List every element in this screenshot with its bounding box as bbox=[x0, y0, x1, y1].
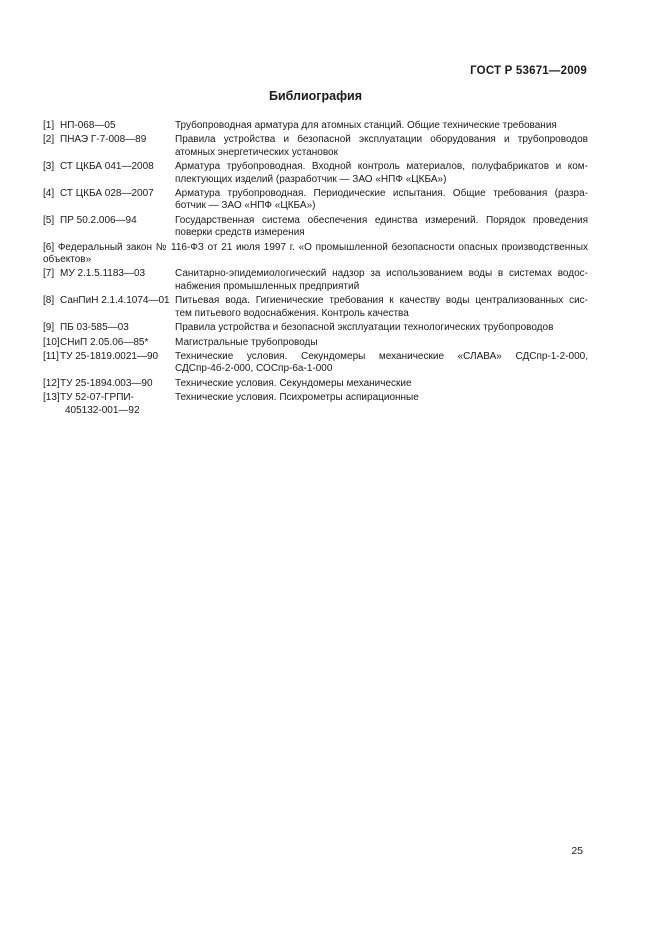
entry-number: [9] bbox=[43, 322, 55, 334]
entry-code bbox=[60, 392, 175, 417]
entry-line: Технические условия. Секундомеры механические bbox=[175, 377, 412, 389]
entry-description bbox=[175, 120, 588, 132]
entry-line: Правила устройства и безопасной эксплуатации оборудования и трубопроводов bbox=[175, 134, 588, 146]
entry-line: плектующих изделий (разработчик — ЗАО «НПФ «ЦКБА») bbox=[175, 173, 447, 185]
entry-code: ТУ 25-1819.0021—90 bbox=[60, 350, 159, 362]
entry-line: тем питьевого водоснабжения. Контроль качества bbox=[175, 307, 409, 319]
entry-description bbox=[175, 268, 588, 293]
biblio-entry-10 bbox=[43, 337, 588, 349]
entry-line: атомных энергетических установок bbox=[175, 146, 338, 158]
entry-code: СНиП 2.05.06—85* bbox=[60, 336, 149, 348]
entry-description bbox=[175, 392, 588, 417]
biblio-entry-2 bbox=[43, 134, 588, 159]
entry-code-line: ТУ 52-07-ГРПИ- bbox=[60, 392, 134, 404]
entry-number: [5] bbox=[43, 214, 55, 226]
entry-line: Питьевая вода. Гигиенические требования к качеству воды централизованных сис- bbox=[175, 295, 588, 307]
biblio-entry-1 bbox=[43, 120, 588, 132]
entry-line: Государственная система обеспечения единства измерений. Порядок проведения bbox=[175, 214, 588, 226]
entry-number: [1] bbox=[43, 120, 55, 131]
entry-line: Технические условия. Психрометры аспирационные bbox=[175, 392, 419, 404]
biblio-entry-9 bbox=[43, 322, 588, 334]
entry-line: Арматура трубопроводная. Входной контроль материалов, полуфабрикатов и ком- bbox=[175, 161, 588, 173]
entry-line: набжения промышленных предприятий bbox=[175, 280, 360, 292]
biblio-entry-8 bbox=[43, 295, 588, 320]
entry-description bbox=[175, 188, 588, 213]
entry-code: ПР 50.2.006—94 bbox=[60, 214, 137, 226]
entry-number: [12] bbox=[43, 377, 60, 389]
entry-description bbox=[175, 322, 588, 334]
entry-line: Технические условия. Секундомеры механические «СЛАВА» СДСпр-1-2-000, bbox=[175, 350, 588, 362]
entry-number: [8] bbox=[43, 295, 55, 307]
entry-line: поверки средств измерения bbox=[175, 227, 305, 239]
entry-code: ПБ 03-585—03 bbox=[60, 322, 129, 334]
biblio-entry-5 bbox=[43, 215, 588, 240]
entry-description bbox=[175, 215, 588, 240]
entry-number: [11] bbox=[43, 350, 59, 362]
entry-code: СТ ЦКБА 028—2007 bbox=[60, 188, 154, 200]
entry-line: Магистральные трубопроводы bbox=[175, 336, 318, 348]
entry-line: ботчик — ЗАО «НПФ «ЦКБА») bbox=[175, 200, 316, 212]
entry-text: Федеральный закон № 116-ФЗ от 21 июля 1997 г. «О промышленной безопасности опасных производственных bbox=[57, 241, 589, 253]
entry-description bbox=[175, 378, 588, 390]
entry-line bbox=[43, 242, 588, 254]
entry-line: Трубопроводная арматура для атомных станций. Общие технические требования bbox=[175, 120, 557, 131]
entry-number: [10] bbox=[43, 336, 60, 348]
biblio-entry-6 bbox=[43, 242, 588, 267]
biblio-entry-12 bbox=[43, 378, 588, 390]
entry-line: Санитарно-эпидемиологический надзор за использованием воды в системах водос- bbox=[175, 268, 588, 280]
entry-description bbox=[175, 351, 588, 376]
entry-line: Правила устройства и безопасной эксплуатации технологических трубопроводов bbox=[175, 322, 554, 334]
biblio-entry-13 bbox=[43, 392, 588, 417]
entry-code: СанПиН 2.1.4.1074—01 bbox=[60, 295, 170, 307]
biblio-entry-3 bbox=[43, 161, 588, 186]
entry-code: СТ ЦКБА 041—2008 bbox=[60, 161, 154, 173]
entry-description bbox=[175, 295, 588, 320]
bibliography-list bbox=[43, 120, 588, 419]
entry-number: [3] bbox=[43, 161, 55, 173]
entry-code: ТУ 25-1894.003—90 bbox=[60, 377, 153, 389]
biblio-entry-11 bbox=[43, 351, 588, 376]
entry-line: объектов» bbox=[43, 254, 92, 266]
entry-line: СДСпр-4б-2-000, СОСпр-6а-1-000 bbox=[175, 363, 333, 375]
entry-number: [7] bbox=[43, 268, 55, 280]
entry-number: [13] bbox=[43, 392, 60, 404]
entry-number: [4] bbox=[43, 188, 55, 200]
biblio-entry-7 bbox=[43, 268, 588, 293]
entry-code: ПНАЭ Г-7-008—89 bbox=[60, 134, 147, 146]
entry-code-line: 405132-001—92 bbox=[65, 404, 140, 416]
entry-number: [6] bbox=[43, 241, 55, 253]
entry-description bbox=[175, 134, 588, 159]
entry-number: [2] bbox=[43, 134, 55, 146]
biblio-entry-4 bbox=[43, 188, 588, 213]
page-number: 25 bbox=[571, 845, 583, 857]
standard-number-header: ГОСТ Р 53671—2009 bbox=[470, 65, 587, 77]
entry-code: МУ 2.1.5.1183—03 bbox=[60, 268, 146, 280]
page-title: Библиография bbox=[268, 89, 363, 103]
entry-description bbox=[175, 161, 588, 186]
entry-line: Арматура трубопроводная. Периодические испытания. Общие требования (разра- bbox=[175, 188, 588, 200]
entry-description bbox=[175, 337, 588, 349]
entry-code: НП-068—05 bbox=[60, 120, 116, 131]
